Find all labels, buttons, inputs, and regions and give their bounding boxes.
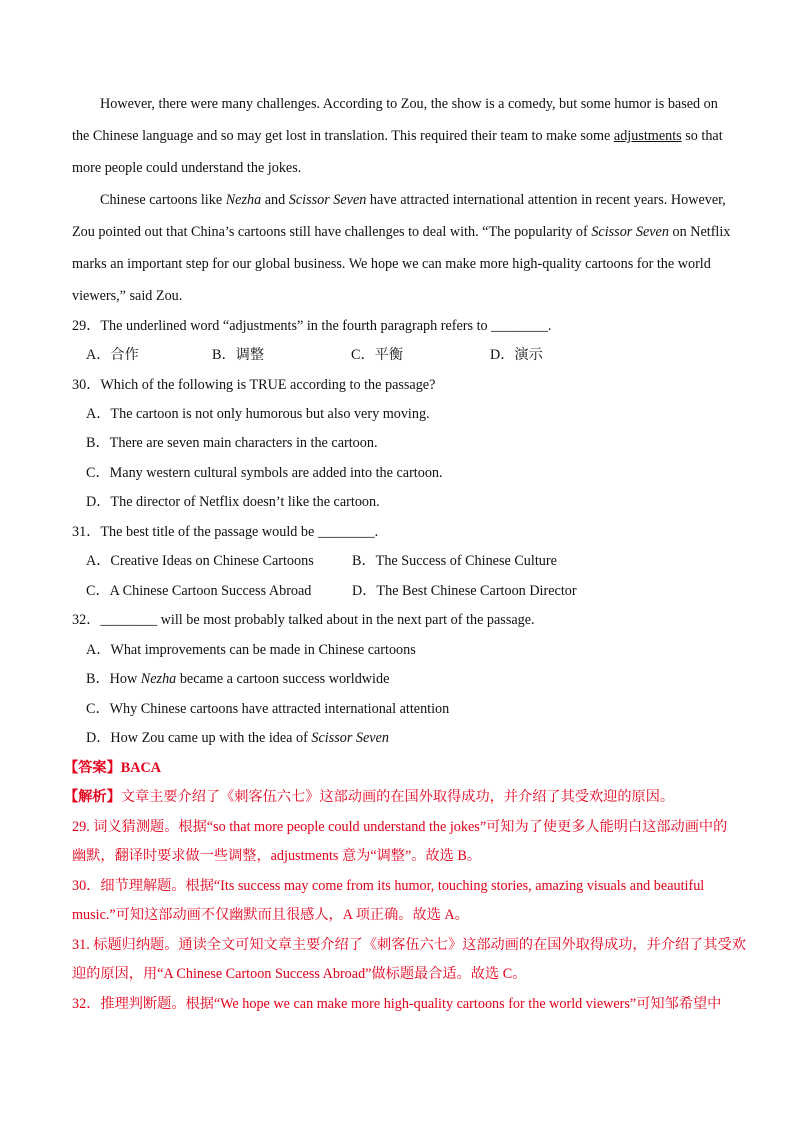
analysis-30-line1: 30．细节理解题。根据“Its success may come from its humor, touching stories, amazing visuals and beautiful	[72, 878, 705, 894]
answer-line	[64, 758, 161, 778]
passage-p2-line2: Zou pointed out that China’s cartoons still have challenges to deal with. “The popularity of Scissor Seven on Netflix	[72, 224, 731, 240]
q30-option-d: D．The director of Netflix doesn’t like the cartoon.	[86, 494, 380, 510]
q29-option-c: C．平衡	[351, 347, 404, 363]
question-30-stem: 30．Which of the following is TRUE according to the passage?	[72, 377, 436, 393]
question-31-stem: 31．The best title of the passage would be ________.	[72, 524, 379, 540]
analysis-29-line1: 29. 词义猜测题。根据“so that more people could understand the jokes”可知为了使更多人能明白这部动画中的	[72, 819, 728, 835]
q32-option-d: D．How Zou came up with the idea of Scissor Seven	[86, 730, 389, 746]
analysis-intro: 【解析】文章主要介绍了《刺客伍六七》这部动画的在国外取得成功，并介绍了其受欢迎的原因。	[64, 789, 675, 805]
underlined-word-adjustments: adjustments	[613, 128, 682, 144]
q32-option-c: C．Why Chinese cartoons have attracted international attention	[86, 701, 450, 717]
title-scissor-seven: Scissor Seven	[288, 192, 367, 208]
title-nezha: Nezha	[225, 192, 262, 208]
q32-option-a: A．What improvements can be made in Chinese cartoons	[86, 642, 416, 658]
q31-option-a: A．Creative Ideas on Chinese Cartoons	[86, 553, 314, 569]
answer-value: BACA	[120, 760, 161, 776]
q32-option-b: B．How Nezha became a cartoon success worldwide	[86, 671, 390, 687]
passage-p1-line1: However, there were many challenges. According to Zou, the show is a comedy, but some humor is based on	[100, 96, 718, 112]
passage-p1-line2: the Chinese language and so may get lost in translation. This required their team to make some adjustments so that	[72, 128, 723, 144]
passage-p2-line3: marks an important step for our global business. We hope we can make more high-quality cartoons for the world	[72, 256, 711, 272]
q29-option-a: A．合作	[86, 347, 139, 363]
analysis-32-line1: 32．推理判断题。根据“We hope we can make more high-quality cartoons for the world viewers”可知邹希望中	[72, 996, 722, 1012]
q30-option-b: B．There are seven main characters in the cartoon.	[86, 435, 378, 451]
q30-option-c: C．Many western cultural symbols are added into the cartoon.	[86, 465, 443, 481]
analysis-31-line1: 31. 标题归纳题。通读全文可知文章主要介绍了《刺客伍六七》这部动画的在国外取得成功，并介绍了其受欢	[72, 937, 746, 953]
q31-option-b: B．The Success of Chinese Culture	[352, 553, 557, 569]
question-32-stem: 32．________ will be most probably talked about in the next part of the passage.	[72, 612, 535, 628]
analysis-label: 【解析】	[64, 789, 121, 805]
question-29-stem: 29．The underlined word “adjustments” in the fourth paragraph refers to ________.	[72, 318, 552, 334]
analysis-30-line2: music.”可知这部动画不仅幽默而且很感人，A 项正确。故选 A。	[72, 907, 469, 923]
answer-label: 【答案】	[64, 760, 121, 776]
passage-p2-line1: Chinese cartoons like Nezha and Scissor Seven have attracted international attention in recent years. However,	[100, 192, 726, 208]
q31-option-d: D．The Best Chinese Cartoon Director	[352, 583, 577, 599]
passage-p2-line4: viewers,” said Zou.	[72, 288, 183, 304]
analysis-31-line2: 迎的原因，用“A Chinese Cartoon Success Abroad”做标题最合适。故选 C。	[72, 966, 527, 982]
q29-option-b: B．调整	[212, 347, 265, 363]
q29-option-d: D．演示	[490, 347, 543, 363]
passage-p1-line3: more people could understand the jokes.	[72, 160, 302, 176]
analysis-29-line2: 幽默，翻译时要求做一些调整，adjustments 意为“调整”。故选 B。	[72, 848, 482, 864]
title-scissor-seven: Scissor Seven	[591, 224, 669, 240]
q30-option-a: A．The cartoon is not only humorous but also very moving.	[86, 406, 430, 422]
q31-option-c: C．A Chinese Cartoon Success Abroad	[86, 583, 312, 599]
